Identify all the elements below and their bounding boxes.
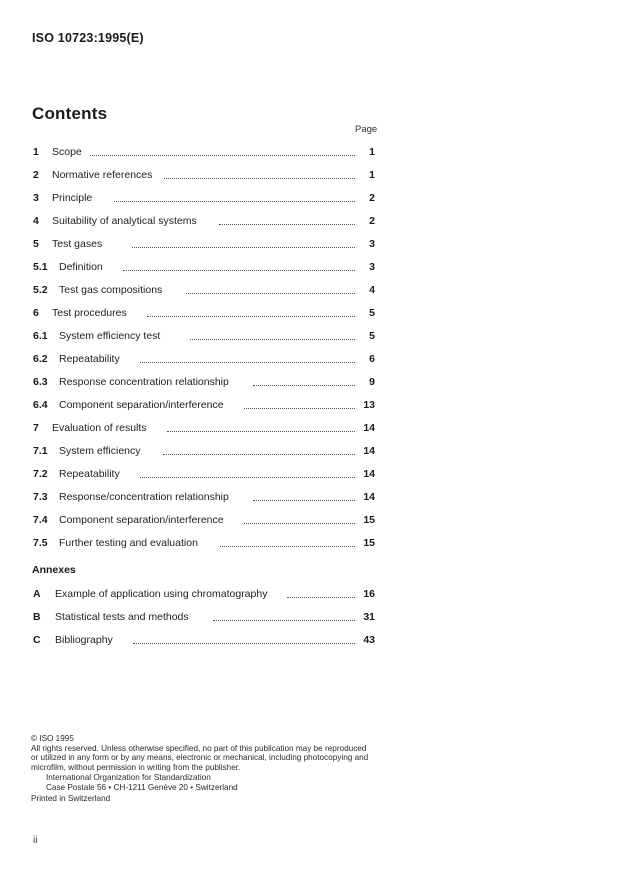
printed-in: Printed in Switzerland <box>31 794 111 804</box>
organization-address: Case Postale 56 • CH-1211 Genève 20 • Switzerland <box>46 782 238 792</box>
entry-title: Statistical tests and methods <box>55 611 189 623</box>
entry-page-number: 1 <box>369 146 375 158</box>
entry-title: Repeatability <box>59 353 120 365</box>
entry-number: 7 <box>33 422 39 434</box>
entry-title: Test gases <box>52 238 103 250</box>
entry-number: 7.2 <box>33 468 48 480</box>
page-column-label: Page <box>355 124 378 135</box>
toc-entry <box>33 191 375 205</box>
entry-number: C <box>33 634 41 646</box>
entry-title: Response concentration relationship <box>59 376 229 388</box>
entry-number: A <box>33 588 41 600</box>
rights-statement-line: or utilized in any form or by any means, electronic or mechanical, including photocopying and <box>31 753 369 763</box>
toc-entry <box>33 444 375 458</box>
dot-leader <box>164 168 355 179</box>
dot-leader <box>123 260 355 271</box>
entry-number: 6 <box>33 307 39 319</box>
entry-number: 4 <box>33 215 39 227</box>
dot-leader <box>220 536 355 547</box>
toc-entry <box>33 145 375 159</box>
toc-entry <box>33 375 375 389</box>
entry-number: 6.3 <box>33 376 48 388</box>
toc-entry <box>33 283 375 297</box>
dot-leader <box>287 587 355 598</box>
entry-number: 5.1 <box>33 261 48 273</box>
entry-title: Evaluation of results <box>52 422 147 434</box>
entry-page-number: 14 <box>363 422 375 434</box>
entry-number: 2 <box>33 169 39 181</box>
entry-number: 6.4 <box>33 399 48 411</box>
page-folio: ii <box>33 835 38 846</box>
entry-page-number: 4 <box>369 284 375 296</box>
entry-title: System efficiency <box>59 445 141 457</box>
dot-leader <box>133 633 355 644</box>
entry-page-number: 13 <box>363 399 375 411</box>
entry-title: Further testing and evaluation <box>59 537 198 549</box>
toc-entry <box>33 237 375 251</box>
toc-entry <box>33 467 375 481</box>
rights-statement-line: All rights reserved. Unless otherwise specified, no part of this publication may be reproduced <box>31 743 367 753</box>
dot-leader <box>114 191 355 202</box>
organization-name: International Organization for Standardization <box>46 772 211 782</box>
entry-title: Response/concentration relationship <box>59 491 229 503</box>
dot-leader <box>219 214 355 225</box>
copyright-notice <box>31 734 381 804</box>
dot-leader <box>244 398 355 409</box>
dot-leader <box>253 375 355 386</box>
entry-page-number: 16 <box>363 588 375 600</box>
entry-page-number: 9 <box>369 376 375 388</box>
entry-title: Test procedures <box>52 307 127 319</box>
dot-leader <box>140 352 355 363</box>
toc-entry <box>33 536 375 550</box>
entry-page-number: 31 <box>363 611 375 623</box>
entry-number: 5 <box>33 238 39 250</box>
toc-entry <box>33 398 375 412</box>
dot-leader <box>253 490 355 501</box>
entry-title: Test gas compositions <box>59 284 163 296</box>
annex-entry <box>33 610 375 624</box>
entry-number: B <box>33 611 41 623</box>
entry-title: Definition <box>59 261 103 273</box>
dot-leader <box>140 467 355 478</box>
entry-page-number: 15 <box>363 514 375 526</box>
annexes-heading: Annexes <box>32 564 76 576</box>
toc-entry <box>33 352 375 366</box>
toc-entry <box>33 168 375 182</box>
dot-leader <box>213 610 355 621</box>
entry-page-number: 43 <box>363 634 375 646</box>
entry-number: 6.2 <box>33 353 48 365</box>
entry-title: Example of application using chromatography <box>55 588 268 600</box>
entry-number: 7.1 <box>33 445 48 457</box>
entry-page-number: 14 <box>363 445 375 457</box>
entry-page-number: 2 <box>369 192 375 204</box>
entry-page-number: 5 <box>369 330 375 342</box>
entry-page-number: 15 <box>363 537 375 549</box>
dot-leader <box>186 283 355 294</box>
standard-identifier: ISO 10723:1995(E) <box>32 31 144 45</box>
contents-heading: Contents <box>32 104 108 123</box>
entry-page-number: 2 <box>369 215 375 227</box>
toc-entry <box>33 513 375 527</box>
annex-entry <box>33 633 375 647</box>
dot-leader <box>190 329 355 340</box>
entry-title: Component separation/interference <box>59 514 224 526</box>
entry-title: Bibliography <box>55 634 113 646</box>
dot-leader <box>163 444 355 455</box>
dot-leader <box>132 237 355 248</box>
rights-statement-line: microfilm, without permission in writing from the publisher. <box>31 763 241 773</box>
entry-number: 5.2 <box>33 284 48 296</box>
dot-leader <box>167 421 355 432</box>
entry-page-number: 14 <box>363 468 375 480</box>
toc-entry <box>33 421 375 435</box>
entry-title: Scope <box>52 146 82 158</box>
copyright-line: © ISO 1995 <box>31 734 74 743</box>
entry-page-number: 14 <box>363 491 375 503</box>
entry-title: Repeatability <box>59 468 120 480</box>
toc-entry <box>33 490 375 504</box>
dot-leader <box>147 306 355 317</box>
entry-page-number: 3 <box>369 261 375 273</box>
entry-title: Component separation/interference <box>59 399 224 411</box>
entry-number: 7.4 <box>33 514 48 526</box>
entry-title: Principle <box>52 192 93 204</box>
entry-number: 1 <box>33 146 39 158</box>
entry-page-number: 5 <box>369 307 375 319</box>
toc-entry <box>33 306 375 320</box>
toc-entry <box>33 260 375 274</box>
entry-page-number: 3 <box>369 238 375 250</box>
entry-title: Suitability of analytical systems <box>52 215 197 227</box>
entry-number: 3 <box>33 192 39 204</box>
toc-entry <box>33 214 375 228</box>
annex-entry <box>33 587 375 601</box>
dot-leader <box>90 145 355 156</box>
dot-leader <box>244 513 355 524</box>
entry-number: 6.1 <box>33 330 48 342</box>
entry-title: System efficiency test <box>59 330 161 342</box>
toc-entry <box>33 329 375 343</box>
entry-number: 7.5 <box>33 537 48 549</box>
entry-title: Normative references <box>52 169 153 181</box>
entry-page-number: 6 <box>369 353 375 365</box>
entry-page-number: 1 <box>369 169 375 181</box>
entry-number: 7.3 <box>33 491 48 503</box>
